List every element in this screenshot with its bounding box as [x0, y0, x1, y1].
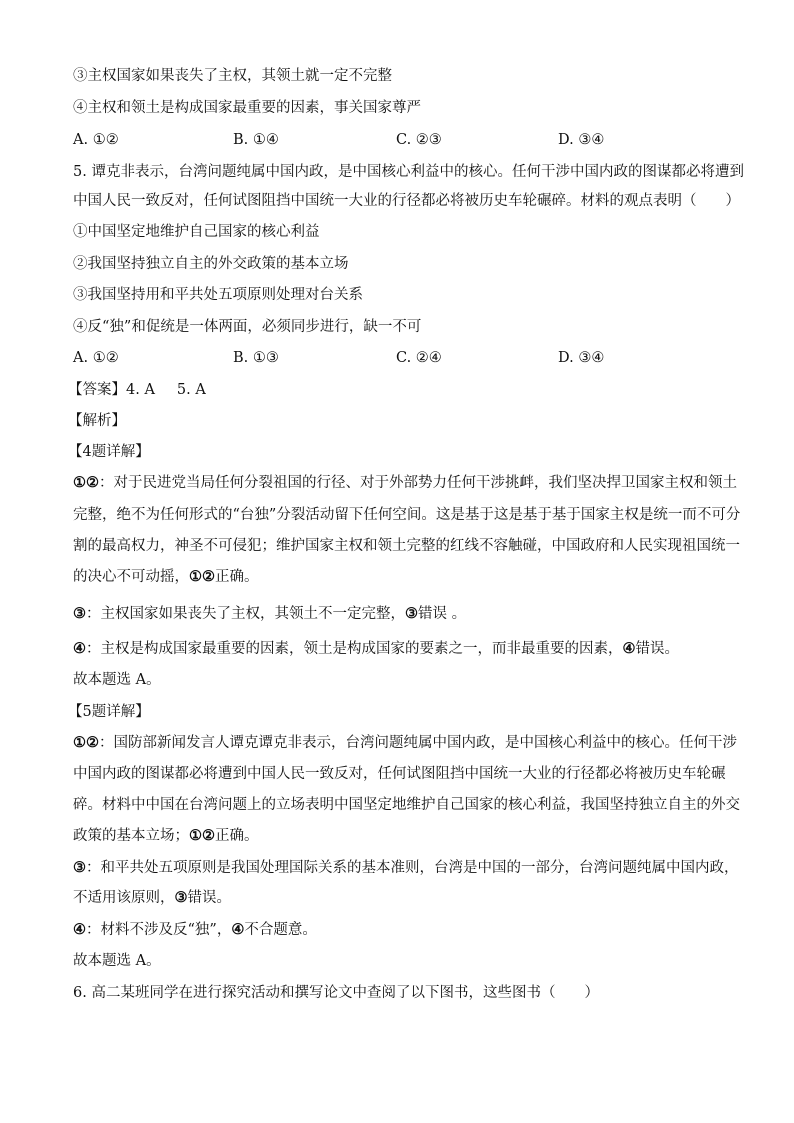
- q4-detail-p2-key: ③: [73, 605, 86, 622]
- q5-detail-p2-key: ③: [73, 859, 86, 876]
- q4-detail-p1-key-2: ①②: [189, 568, 215, 585]
- q5-stem-line-1: 5. 谭克非表示，台湾问题纯属中国内政，是中国核心利益中的核心。任何干涉中国内政的图谋都必将遭到: [73, 164, 744, 180]
- q5-detail-p2-text-2a: 不适用该原则，: [73, 890, 175, 906]
- q4-detail-p3-key-2: ④: [622, 640, 636, 657]
- q5-detail-p1-line-2: 中国内政的图谋都必将遭到中国人民一致反对，任何试图阻挡中国统一大业的行径都必将被历史车轮碾: [73, 766, 726, 782]
- q5-statement-1: ①中国坚定地维护自己国家的核心利益: [73, 224, 320, 240]
- q5-detail-p2-text-1: ：和平共处五项原则是我国处理国际关系的基本准则，台湾是中国的一部分，台湾问题纯属中国内政，: [86, 860, 739, 876]
- q4-conclusion: 故本题选 A。: [73, 672, 161, 688]
- answer-line: [68, 380, 206, 400]
- q4-statement-3: ③主权国家如果丧失了主权，其领土就一定不完整: [73, 68, 392, 84]
- q5-option-a: A. ①②: [73, 350, 119, 366]
- q4-detail-p3-text-a: ：主权是构成国家最重要的因素，领土是构成国家的要素之一，而非最重要的因素，: [86, 641, 623, 657]
- q5-detail-p2-key-2: ③: [174, 889, 188, 906]
- q5-statement-4: ④反“独”和促统是一体两面，必须同步进行，缺一不可: [73, 319, 422, 335]
- q4-detail-p2-key-2: ③: [405, 605, 418, 622]
- q6-stem: 6. 高二某班同学在进行探究活动和撰写论文中查阅了以下图书，这些图书（ ）: [73, 985, 599, 1001]
- q4-detail-p2-text-b: 错误 。: [418, 606, 467, 622]
- q4-detail-p1-line-4: [73, 567, 259, 587]
- q4-detail-p3: [73, 639, 679, 659]
- q4-detail-p2: [73, 604, 466, 624]
- q4-detail-title: 【4题详解】: [68, 444, 150, 460]
- q5-detail-p3-key: ④: [73, 921, 86, 938]
- q4-detail-p1-text-4a: 的决心不可动摇，: [73, 569, 189, 585]
- analysis-label: 【解析】: [68, 413, 126, 429]
- q4-detail-p3-text-b: 错误。: [635, 641, 679, 657]
- q5-option-d: D. ③④: [558, 350, 605, 366]
- q4-detail-p1-line-2: 完整，绝不为任何形式的“台独”分裂活动留下任何空间。这是基于这是基于基于国家主权是统一而不可分: [73, 507, 741, 523]
- q4-detail-p2-text-a: ：主权国家如果丧失了主权，其领土不一定完整，: [86, 606, 405, 622]
- q5-detail-p2-line-2: [73, 888, 231, 908]
- q4-detail-p1-line-1: [73, 473, 737, 493]
- q4-option-c: C. ②③: [396, 132, 442, 148]
- answer-5: 5. A: [176, 382, 206, 398]
- q4-option-b: B. ①④: [233, 132, 279, 148]
- q5-detail-p1-line-4: [73, 826, 259, 846]
- answer-4: 4. A: [126, 382, 155, 398]
- q5-statement-2: ②我国坚持独立自主的外交政策的基本立场: [73, 256, 349, 272]
- q5-detail-p1-text-1: ：国防部新闻发言人谭克谭克非表示，台湾问题纯属中国内政，是中国核心利益中的核心。任何干涉: [99, 735, 737, 751]
- q5-conclusion: 故本题选 A。: [73, 953, 161, 969]
- q5-detail-p1-text-4b: 正确。: [215, 828, 259, 844]
- q4-detail-p1-text-1: ：对于民进党当局任何分裂祖国的行径、对于外部势力任何干涉挑衅，我们坚决捍卫国家主权和领土: [99, 475, 737, 491]
- q5-detail-p1-text-4a: 政策的基本立场；: [73, 828, 189, 844]
- q5-option-b: B. ①③: [233, 350, 279, 366]
- q5-detail-p3-text-b: 不合题意。: [244, 922, 317, 938]
- q5-detail-p3-key-2: ④: [231, 921, 245, 938]
- q4-detail-p1-key: ①②: [73, 474, 99, 491]
- q5-detail-p2-line-1: [73, 858, 739, 878]
- q5-detail-p2-text-2b: 错误。: [187, 890, 231, 906]
- q4-option-a: A. ①②: [73, 132, 119, 148]
- q4-detail-p1-line-3: 割的最高权力，神圣不可侵犯；维护国家主权和领土完整的红线不容触碰，中国政府和人民实现祖国统一: [73, 538, 740, 554]
- q4-detail-p1-text-4b: 正确。: [215, 569, 259, 585]
- q5-detail-title: 【5题详解】: [68, 704, 150, 720]
- q5-detail-p1-key: ①②: [73, 734, 99, 751]
- answer-label: 【答案】: [68, 382, 126, 398]
- q5-detail-p1-line-1: [73, 733, 737, 753]
- q4-option-d: D. ③④: [558, 132, 605, 148]
- q5-option-c: C. ②④: [396, 350, 442, 366]
- q4-statement-4: ④主权和领土是构成国家最重要的因素，事关国家尊严: [73, 100, 421, 116]
- q5-statement-3: ③我国坚持用和平共处五项原则处理对台关系: [73, 287, 363, 303]
- q5-detail-p3: [73, 920, 317, 940]
- q5-detail-p3-text-a: ：材料不涉及反“独”，: [86, 922, 232, 938]
- q4-detail-p3-key: ④: [73, 640, 86, 657]
- q5-stem-line-2: 中国人民一致反对，任何试图阻挡中国统一大业的行径都必将被历史车轮碾碎。材料的观点表明（ ）: [73, 193, 740, 209]
- q5-detail-p1-line-3: 碎。材料中中国在台湾问题上的立场表明中国坚定地维护自己国家的核心利益，我国坚持独立自主的外交: [73, 797, 740, 813]
- q5-detail-p1-key-2: ①②: [189, 827, 215, 844]
